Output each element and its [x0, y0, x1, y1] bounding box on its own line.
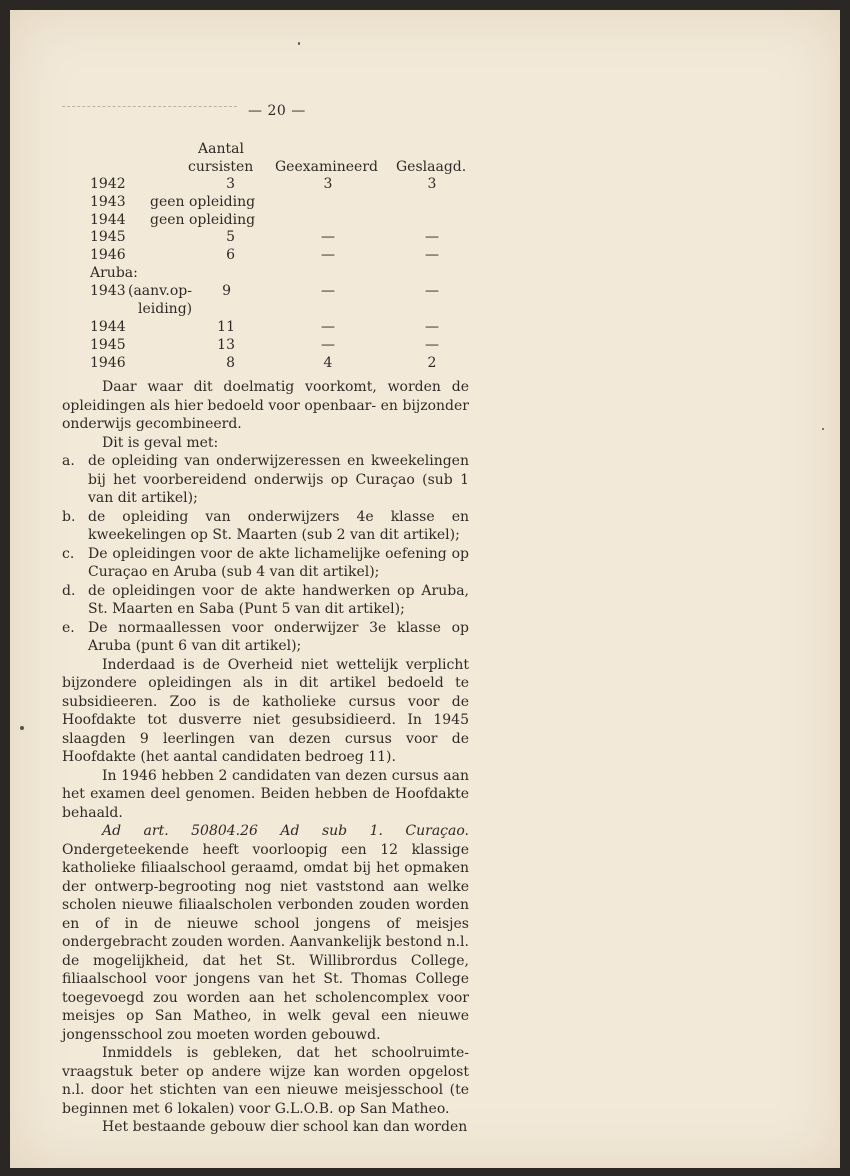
- paragraph: Inderdaad is de Overheid niet wettelijk verplicht bijzondere opleidingen als in dit artikel bedoeld te subsidieeren. Zoo is de katholieke cursus voor de Hoofdakte tot dusverre niet gesubsidieerd. In 1945 slaagden 9 leerlingen van dezen cursus voor de Hoofdakte (het aantal candidaten bedroeg 11).: [62, 656, 469, 765]
- row-year: 1942: [90, 176, 126, 192]
- list-letter: a.: [62, 453, 75, 469]
- divider-line: [62, 106, 237, 107]
- row-note: geen opleiding: [150, 212, 256, 228]
- row-courses: 5: [226, 229, 235, 245]
- list-item: [62, 582, 469, 619]
- row-courses: 3: [226, 176, 235, 192]
- row-examined: —: [321, 319, 335, 335]
- header-examined: Geexamineerd: [275, 159, 378, 175]
- list-item: [62, 545, 469, 582]
- row-passed: 3: [427, 176, 437, 192]
- row-year: 1946: [90, 247, 126, 263]
- paragraph: In 1946 hebben 2 candidaten van dezen cursus aan het examen deel genomen. Beiden hebben de Hoofdakte behaald.: [62, 767, 469, 821]
- row-courses: 9: [222, 283, 231, 299]
- page-speck: [298, 42, 300, 45]
- list-letter: e.: [62, 619, 75, 636]
- page-speck: [20, 726, 24, 730]
- list-item: [62, 508, 469, 545]
- row-passed: —: [425, 247, 439, 263]
- paragraph: Inmiddels is gebleken, dat het schoolruimte-vraagstuk beter op andere wijze kan worden opgelost n.l. door het stichten van een nieuwe meisjesschool (te beginnen met 6 lokalen) voor G.L.O.B. op San Matheo.: [62, 1045, 469, 1117]
- row-year: 1946: [90, 355, 126, 371]
- paragraph: Dit is geval met:: [102, 434, 219, 451]
- list-letter: d.: [62, 582, 76, 599]
- row-note: geen opleiding: [150, 194, 256, 210]
- row-note-cont: leiding): [138, 301, 193, 317]
- row-courses: 6: [226, 247, 235, 263]
- header-courses-line2: cursisten: [188, 159, 254, 175]
- aruba-label: Aruba:: [90, 265, 138, 281]
- row-passed: —: [425, 283, 439, 299]
- row-year: 1943: [90, 194, 126, 210]
- list-text: de opleiding van onderwijzeressen en kweekelingen bij het voorbereidend onderwijs op Curaçao (sub 1 van dit artikel);: [88, 453, 469, 506]
- header-passed: Geslaagd.: [396, 159, 467, 175]
- list-item: [62, 619, 469, 656]
- row-passed: 2: [427, 355, 437, 371]
- document-page: [10, 10, 840, 1168]
- page-speck: [822, 428, 824, 430]
- row-examined: —: [321, 283, 335, 299]
- row-note: (aanv.op-: [128, 283, 192, 299]
- row-courses: 8: [226, 355, 235, 371]
- row-passed: —: [425, 337, 439, 353]
- row-year: 1944: [90, 212, 126, 228]
- paragraph: Het bestaande gebouw dier school kan dan worden: [102, 1119, 468, 1135]
- row-examined: —: [321, 337, 335, 353]
- row-passed: —: [425, 319, 439, 335]
- row-passed: —: [425, 229, 439, 245]
- row-examined: —: [321, 247, 335, 263]
- list-text: De normaallessen voor onderwijzer 3e klasse op Aruba (punt 6 van dit artikel);: [88, 619, 469, 654]
- page-number: — 20 —: [248, 103, 306, 119]
- row-courses: 11: [217, 319, 235, 335]
- row-year: 1944: [90, 319, 126, 335]
- item-list: [62, 452, 469, 656]
- list-letter: b.: [62, 508, 76, 525]
- list-text: de opleiding van onderwijzers 4e klasse en kweekelingen op St. Maarten (sub 2 van dit artikel);: [88, 508, 469, 543]
- row-courses: 13: [217, 337, 235, 353]
- list-text: de opleidingen voor de akte handwerken op Aruba, St. Maarten en Saba (Punt 5 van dit artikel);: [88, 582, 469, 617]
- body-text: [62, 378, 469, 1137]
- row-examined: 3: [323, 176, 333, 192]
- row-year: 1945: [90, 337, 126, 353]
- list-item: [62, 452, 469, 508]
- list-letter: c.: [62, 545, 75, 562]
- paragraph: Daar waar dit doelmatig voorkomt, worden de opleidingen als hier bedoeld voor openbaar- en bijzonder onderwijs gecombineerd.: [62, 379, 469, 432]
- paragraph: [62, 822, 469, 1044]
- row-examined: —: [321, 229, 335, 245]
- row-year: 1945: [90, 229, 126, 245]
- list-text: De opleidingen voor de akte lichamelijke oefening op Curaçao en Aruba (sub 4 van dit artikel);: [88, 545, 469, 580]
- paragraph-text: Ondergeteekende heeft voorloopig een 12 klassige katholieke filiaalschool geraamd, omdat bij het opmaken der ontwerp-begrooting nog niet vaststond aan welke scholen nieuwe filiaalscholen verbonden zouden worden en of in de nieuwe school jongens of meisjes ondergebracht zouden worden. Aanvankelijk bestond n.l. de mogelijkheid, dat het St. Willibrordus College, filiaalschool voor jongens van het St. Thomas College toegevoegd zou worden aan het scholencomplex voor meisjes op San Matheo, in welk geval een nieuwe jongensschool zou moeten worden gebouwd.: [62, 841, 469, 1043]
- row-year: 1943: [90, 283, 126, 299]
- article-reference: Ad art. 50804.26 Ad sub 1. Curaçao.: [102, 823, 469, 839]
- header-courses-line1: Aantal: [198, 141, 244, 157]
- row-examined: 4: [323, 355, 333, 371]
